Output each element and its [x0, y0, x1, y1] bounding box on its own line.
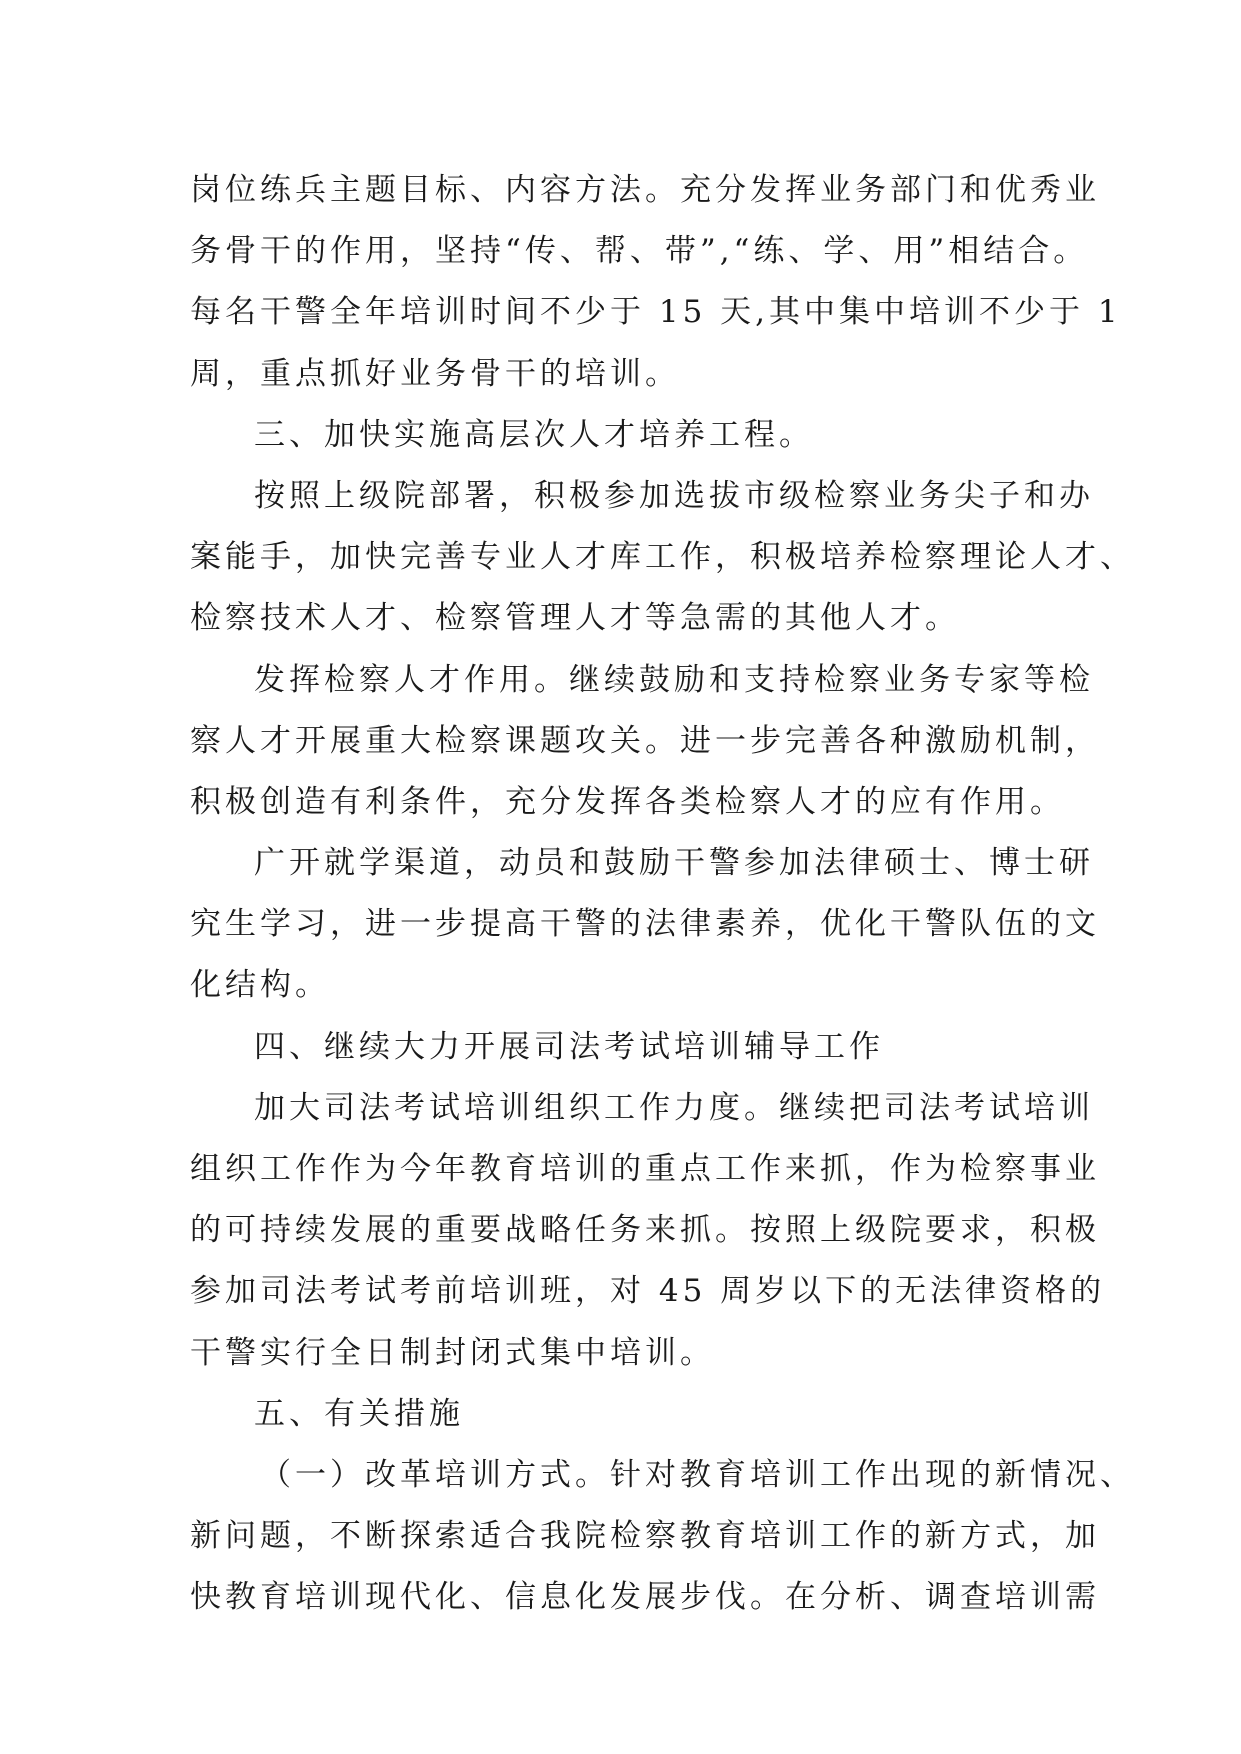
section-heading: 三、加快实施高层次人才培养工程。 [254, 416, 814, 453]
text-line: 周，重点抓好业务骨干的培训。 [190, 355, 680, 392]
text-line: 按照上级院部署，积极参加选拔市级检察业务尖子和办 [254, 477, 1094, 514]
text-line: 干警实行全日制封闭式集中培训。 [190, 1334, 715, 1371]
text-line: 广开就学渠道，动员和鼓励干警参加法律硕士、博士研 [254, 845, 1094, 882]
text-line: 积极创造有利条件，充分发挥各类检察人才的应有作用。 [190, 783, 1065, 820]
text-line: 新问题，不断探索适合我院检察教育培训工作的新方式，加 [190, 1518, 1100, 1555]
text-line: 快教育培训现代化、信息化发展步伐。在分析、调查培训需 [190, 1579, 1100, 1616]
section-heading: 四、继续大力开展司法考试培训辅导工作 [254, 1028, 884, 1065]
text-line: 加大司法考试培训组织工作力度。继续把司法考试培训 [254, 1089, 1094, 1126]
text-line: 究生学习，进一步提高干警的法律素养，优化干警队伍的文 [190, 906, 1100, 943]
text-line: 岗位练兵主题目标、内容方法。充分发挥业务部门和优秀业 [190, 172, 1100, 208]
text-line: 组织工作作为今年教育培训的重点工作来抓，作为检察事业 [190, 1151, 1100, 1187]
subsection-heading: （一）改革培训方式。针对教育培训工作出现的新情况、 [260, 1456, 1135, 1493]
text-line: 的可持续发展的重要战略任务来抓。按照上级院要求，积极 [190, 1212, 1100, 1249]
document-body [190, 160, 1135, 1629]
text-line: 察人才开展重大检察课题攻关。进一步完善各种激励机制， [190, 722, 1100, 759]
text-line: 务骨干的作用，坚持“传、帮、带”,“练、学、用”相结合。 [190, 233, 1089, 270]
text-line: 参加司法考试考前培训班，对 45 周岁以下的无法律资格的 [190, 1273, 1106, 1310]
text-line: 每名干警全年培训时间不少于 15 天,其中集中培训不少于 1 [190, 294, 1122, 331]
text-line: 化结构。 [190, 967, 330, 1004]
text-line: 发挥检察人才作用。继续鼓励和支持检察业务专家等检 [254, 661, 1094, 698]
text-line: 案能手，加快完善专业人才库工作，积极培养检察理论人才、 [190, 539, 1135, 576]
section-heading: 五、有关措施 [254, 1395, 464, 1432]
text-line: 检察技术人才、检察管理人才等急需的其他人才。 [190, 600, 960, 637]
